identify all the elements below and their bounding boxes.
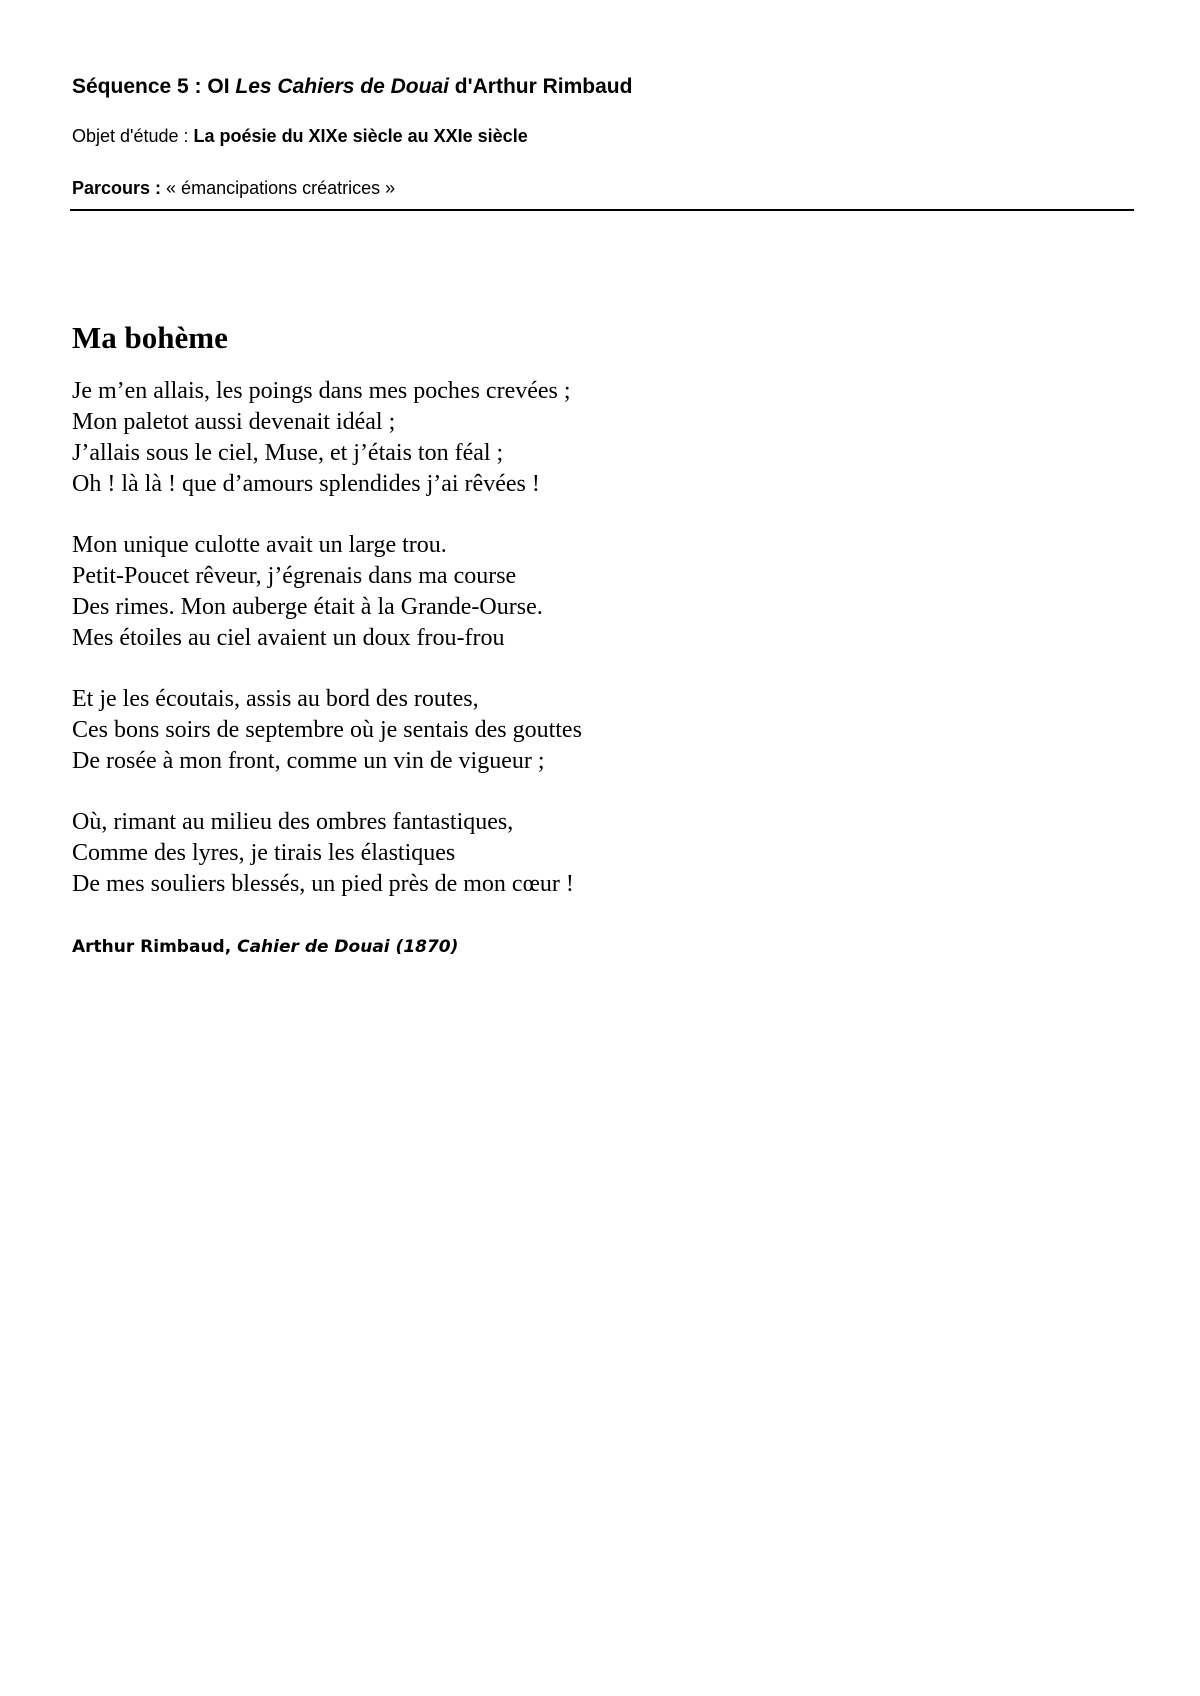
sequence-work-title: Les Cahiers de Douai [235,75,449,98]
verse: Ces bons soirs de septembre où je sentais des gouttes [72,717,582,743]
parcours-label: Parcours : [72,178,167,198]
sequence-author: d'Arthur Rimbaud [448,75,633,98]
verse: Mes étoiles au ciel avaient un doux frou-frou [72,625,505,651]
poem [72,318,972,930]
verse: Mon paletot aussi devenait idéal ; [72,409,396,435]
objet-etude-line [72,124,1132,148]
verse: Mon unique culotte avait un large trou. [72,532,447,558]
stanza-3 [72,684,972,777]
verse: Où, rimant au milieu des ombres fantastiques, [72,809,514,835]
objet-etude-value: La poésie du XIXe siècle au XXIe siècle [193,126,528,146]
sequence-heading [72,72,1132,102]
stanza-1 [72,376,972,500]
verse: Petit-Poucet rêveur, j’égrenais dans ma course [72,563,517,589]
header-divider [70,209,1134,211]
verse: Et je les écoutais, assis au bord des routes, [72,686,479,712]
poem-attribution [72,936,458,958]
stanza-4 [72,807,972,900]
parcours-value: « émancipations créatrices » [166,178,396,198]
objet-etude-label: Objet d'étude : [72,126,194,146]
poem-title: Ma bohème [72,320,228,355]
attribution-work: Cahier de Douai (1870) [237,937,459,957]
stanza-2 [72,530,972,654]
verse: Oh ! là là ! que d’amours splendides j’ai rêvées ! [72,471,540,497]
verse: Comme des lyres, je tirais les élastiques [72,840,456,866]
parcours-line [72,176,1132,200]
verse: De rosée à mon front, comme un vin de vigueur ; [72,748,545,774]
verse: De mes souliers blessés, un pied près de mon cœur ! [72,871,574,897]
verse: Des rimes. Mon auberge était à la Grande-Ourse. [72,594,543,620]
sequence-prefix: Séquence 5 : OI [72,75,236,98]
verse: Je m’en allais, les poings dans mes poches crevées ; [72,378,571,404]
document-header [72,72,1132,200]
verse: J’allais sous le ciel, Muse, et j’étais ton féal ; [72,440,504,466]
attribution-author: Arthur Rimbaud, [72,937,238,957]
